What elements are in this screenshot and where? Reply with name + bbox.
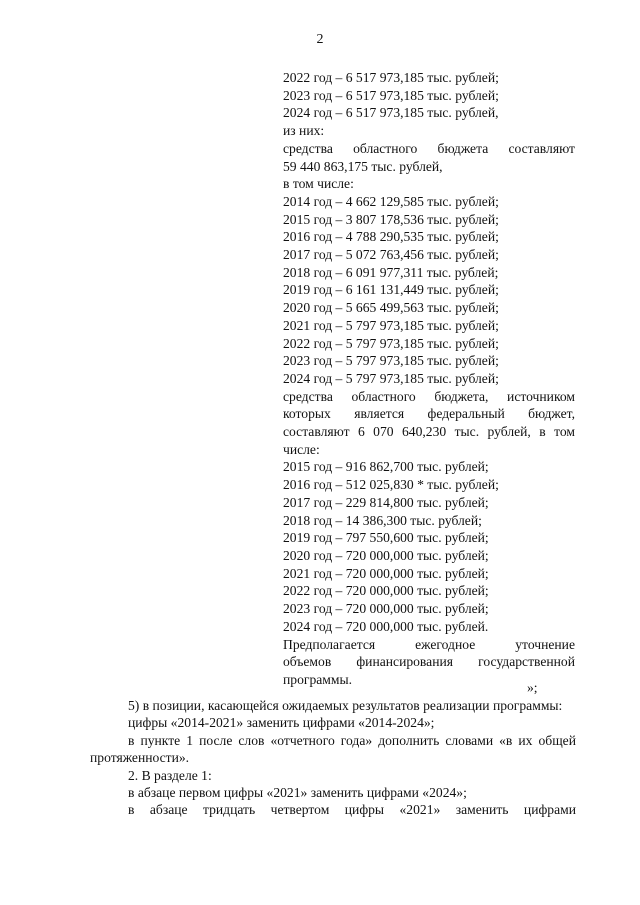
column-line: числе: bbox=[283, 441, 320, 457]
column-line: средства областного бюджета составляют bbox=[283, 140, 575, 156]
column-line: 2022 год – 720 000,000 тыс. рублей; bbox=[283, 583, 489, 599]
column-line: Предполагается ежегодное уточнение bbox=[283, 636, 575, 652]
column-line: 2024 год – 5 797 973,185 тыс. рублей; bbox=[283, 370, 499, 386]
body-text bbox=[90, 697, 576, 819]
column-line: 2021 год – 5 797 973,185 тыс. рублей; bbox=[283, 317, 499, 333]
column-line: 2015 год – 916 862,700 тыс. рублей; bbox=[283, 459, 489, 475]
column-line: 2023 год – 5 797 973,185 тыс. рублей; bbox=[283, 353, 499, 369]
column-line: 2017 год – 229 814,800 тыс. рублей; bbox=[283, 494, 489, 510]
column-line: 59 440 863,175 тыс. рублей, bbox=[283, 158, 443, 174]
column-line: 2024 год – 6 517 973,185 тыс. рублей, bbox=[283, 105, 499, 121]
paragraph: цифры «2014-2021» заменить цифрами «2014-2024»; bbox=[128, 715, 435, 731]
column-line: средства областного бюджета, источником bbox=[283, 388, 575, 404]
paragraph: 5) в позиции, касающейся ожидаемых результатов реализации программы: bbox=[128, 698, 563, 713]
column-line: 2019 год – 797 550,600 тыс. рублей; bbox=[283, 530, 489, 546]
column-line: 2023 год – 720 000,000 тыс. рублей; bbox=[283, 601, 489, 617]
column-line: 2020 год – 720 000,000 тыс. рублей; bbox=[283, 547, 489, 563]
column-line: 2017 год – 5 072 763,456 тыс. рублей; bbox=[283, 247, 499, 263]
column-line: 2022 год – 6 517 973,185 тыс. рублей; bbox=[283, 70, 499, 85]
paragraph: в абзаце тридцать четвертом цифры «2021» заменить цифрами bbox=[128, 802, 576, 818]
column-line: 2014 год – 4 662 129,585 тыс. рублей; bbox=[283, 193, 499, 209]
column-line: 2023 год – 6 517 973,185 тыс. рублей; bbox=[283, 87, 499, 103]
column-line: которых является федеральный бюджет, bbox=[283, 406, 575, 422]
column-line: 2019 год – 6 161 131,449 тыс. рублей; bbox=[283, 282, 499, 298]
column-line: 2016 год – 512 025,830 * тыс. рублей; bbox=[283, 477, 499, 493]
column-line: 2022 год – 5 797 973,185 тыс. рублей; bbox=[283, 335, 499, 351]
paragraph: в пункте 1 после слов «отчетного года» дополнить словами «в их общей протяженности». bbox=[90, 732, 576, 766]
paragraph: 2. В разделе 1: bbox=[128, 767, 212, 783]
column-line: 2015 год – 3 807 178,536 тыс. рублей; bbox=[283, 211, 499, 227]
column-line: составляют 6 070 640,230 тыс. рублей, в том bbox=[283, 424, 575, 440]
column-line: 2021 год – 720 000,000 тыс. рублей; bbox=[283, 565, 489, 581]
column-line: 2016 год – 4 788 290,535 тыс. рублей; bbox=[283, 229, 499, 245]
closing-quote: »; bbox=[527, 680, 538, 695]
column-line: из них: bbox=[283, 123, 325, 139]
paragraph: в абзаце первом цифры «2021» заменить цифрами «2024»; bbox=[128, 785, 467, 801]
financing-column bbox=[283, 69, 575, 689]
column-line: 2018 год – 14 386,300 тыс. рублей; bbox=[283, 512, 482, 528]
column-line: программы. bbox=[283, 671, 353, 687]
column-line: 2024 год – 720 000,000 тыс. рублей. bbox=[283, 618, 489, 634]
page-number: 2 bbox=[316, 32, 324, 47]
column-line: 2018 год – 6 091 977,311 тыс. рублей; bbox=[283, 264, 499, 280]
column-line: 2020 год – 5 665 499,563 тыс. рублей; bbox=[283, 300, 499, 316]
column-line: объемов финансирования государственной bbox=[283, 654, 575, 670]
column-line: в том числе: bbox=[283, 176, 354, 192]
